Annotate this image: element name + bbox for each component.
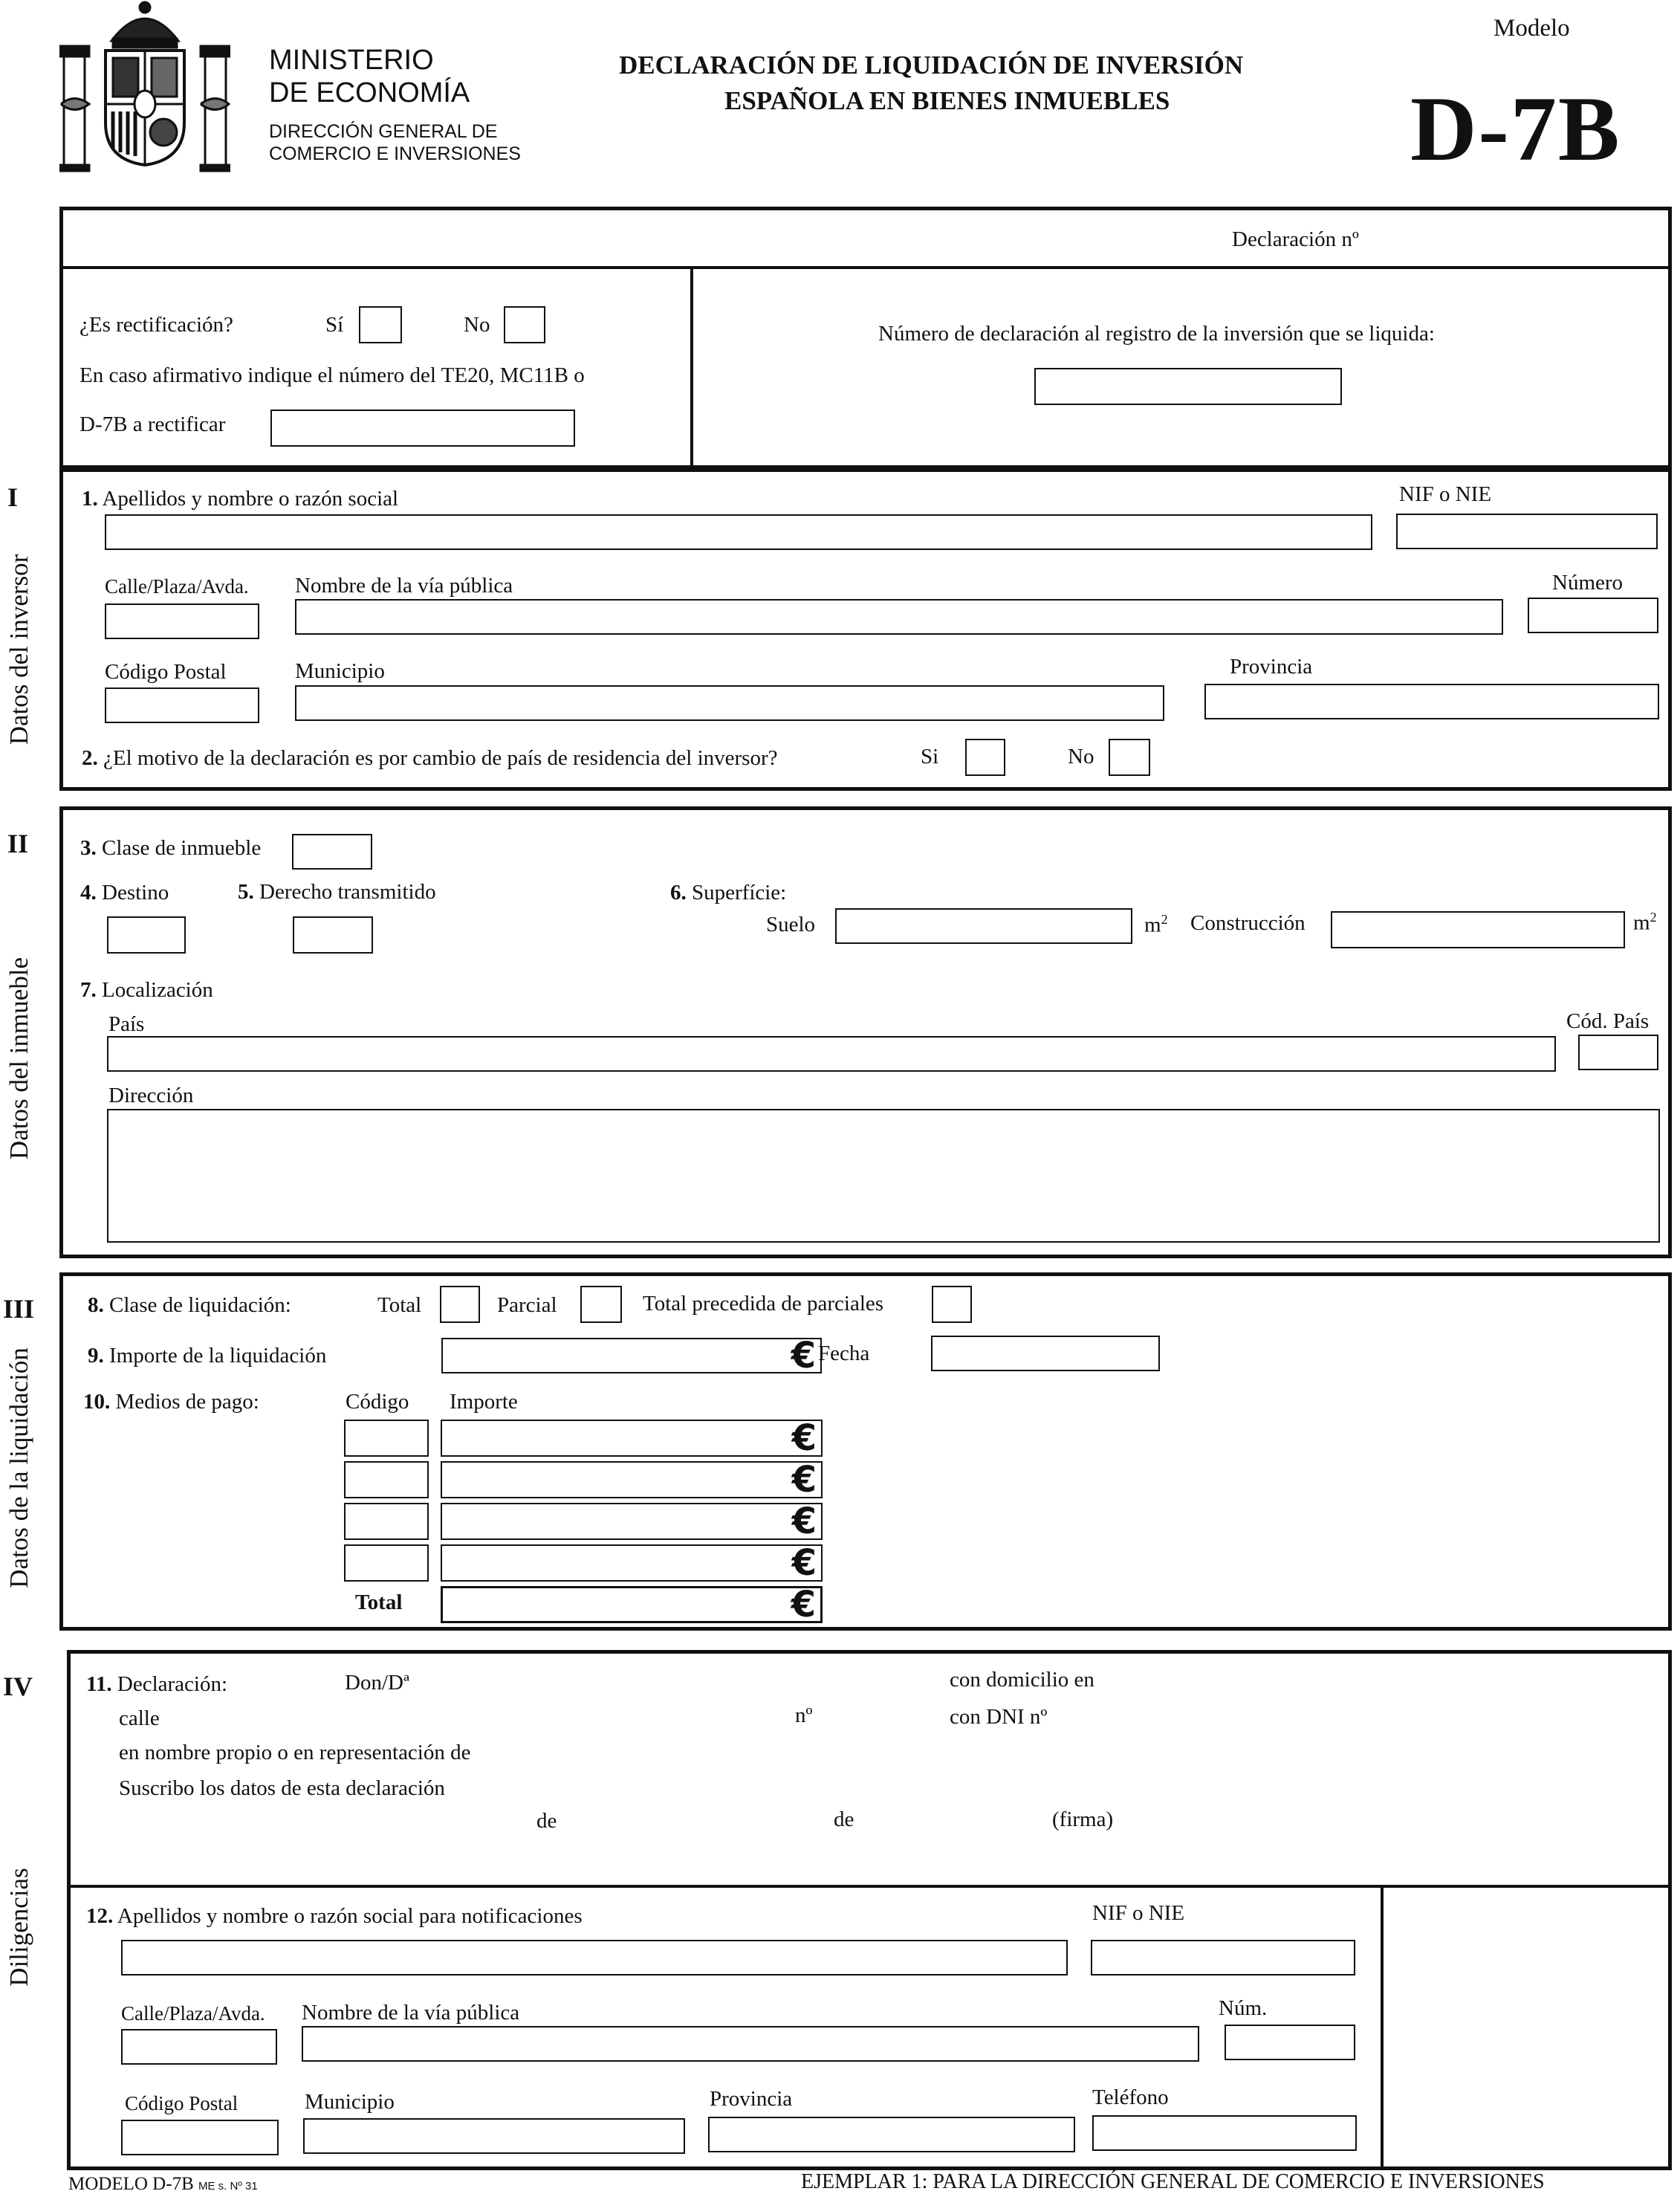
notif-cp-field[interactable] <box>121 2120 279 2155</box>
notif-via-label: Nombre de la vía pública <box>302 2001 520 2025</box>
importe-col-header: Importe <box>450 1390 518 1414</box>
liq-total-precedida-checkbox[interactable] <box>932 1286 972 1323</box>
notif-num-field[interactable] <box>1225 2025 1355 2060</box>
direccion-label: Dirección <box>108 1084 194 1107</box>
section-iii-frame <box>59 1272 1672 1631</box>
pais-label: País <box>108 1012 145 1036</box>
liq-total-checkbox[interactable] <box>440 1286 480 1323</box>
section-side-title-iii: Datos de la liquidación <box>4 1347 33 1588</box>
construccion-m2-label: $m^2$ <box>1633 910 1657 935</box>
numero-registro-label: Número de declaración al registro de la inversión que se liquida: <box>878 322 1435 346</box>
euro-icon: € <box>791 1417 817 1459</box>
notif-provincia-label: Provincia <box>710 2087 793 2111</box>
construccion-label: Construcción <box>1190 911 1306 935</box>
q5-label: 5. Derecho transmitido <box>238 880 436 904</box>
euro-icon: € <box>791 1584 816 1625</box>
investor-provincia-field[interactable] <box>1204 684 1659 719</box>
investor-calle-field[interactable] <box>105 603 259 639</box>
footer-ejemplar: EJEMPLAR 1: PARA LA DIRECCIÓN GENERAL DE COMERCIO E INVERSIONES <box>801 2170 1545 2193</box>
rectificacion-si-label: Sí <box>325 313 344 337</box>
pago-codigo-field-1[interactable] <box>344 1420 429 1457</box>
section-roman-ii: II <box>7 829 29 858</box>
es-rectificacion-label: ¿Es rectificación? <box>80 313 233 337</box>
codigo-col-header: Código <box>346 1390 409 1414</box>
cambio-no-label: No <box>1068 745 1094 768</box>
section-iv-divider <box>67 1885 1672 1888</box>
pago-importe-field-1[interactable] <box>441 1417 823 1459</box>
dni-label: con DNI nº <box>950 1705 1048 1729</box>
notif-municipio-label: Municipio <box>305 2090 395 2114</box>
section-side-title-iv: Diligencias <box>4 1868 33 1987</box>
investor-cp-label: Código Postal <box>105 660 227 684</box>
investor-provincia-label: Provincia <box>1230 655 1313 679</box>
notif-provincia-field[interactable] <box>708 2117 1075 2152</box>
q12-label: 12. Apellidos y nombre o razón social para notificaciones <box>86 1904 583 1928</box>
pago-importe-field-3[interactable] <box>441 1503 823 1540</box>
top-vdivider <box>690 266 693 468</box>
section-roman-iii: III <box>3 1294 35 1324</box>
fecha-label: Fecha <box>818 1342 870 1365</box>
notif-nif-label: NIF o NIE <box>1092 1901 1185 1925</box>
investor-numero-field[interactable] <box>1528 598 1658 633</box>
investor-nif-field[interactable] <box>1396 514 1658 549</box>
suelo-label: Suelo <box>766 913 816 936</box>
coat-of-arms-icon <box>59 0 230 172</box>
euro-icon: € <box>791 1542 817 1584</box>
investor-via-field[interactable] <box>295 599 1503 635</box>
numero-label: nº <box>795 1703 813 1727</box>
q11-label: 11. Declaración: <box>86 1672 228 1696</box>
suelo-field[interactable] <box>835 908 1132 944</box>
cambio-si-label: Si <box>921 745 939 768</box>
investor-numero-label: Número <box>1552 571 1624 595</box>
modelo-label: Modelo <box>1493 15 1570 42</box>
direction-name-2: COMERCIO E INVERSIONES <box>269 143 521 164</box>
pago-importe-field-4[interactable] <box>441 1544 823 1582</box>
section-side-title-i: Datos del inversor <box>4 554 33 745</box>
q10-label: 10. Medios de pago: <box>83 1390 259 1414</box>
modelo-code: D-7B <box>1410 78 1621 180</box>
investor-nif-label: NIF o NIE <box>1399 482 1492 506</box>
notif-cp-label: Código Postal <box>125 2092 239 2114</box>
domicilio-label: con domicilio en <box>950 1668 1094 1692</box>
nombre-propio-label: en nombre propio o en representación de <box>119 1741 471 1764</box>
notif-num-label: Núm. <box>1219 1996 1268 2020</box>
pago-total-field[interactable] <box>441 1586 823 1623</box>
rectificar-number-field[interactable] <box>270 410 575 447</box>
caso-afirmativo-label: En caso afirmativo indique el número del TE20, MC11B o <box>80 363 585 387</box>
q2-label: 2. ¿El motivo de la declaración es por cambio de país de residencia del inversor? <box>82 746 778 770</box>
fecha-de-label-1: de <box>536 1809 557 1833</box>
declaracion-no-label: Declaración nº <box>1232 227 1359 251</box>
construccion-field[interactable] <box>1331 911 1625 948</box>
pago-codigo-field-2[interactable] <box>344 1461 429 1498</box>
rectificacion-no-checkbox[interactable] <box>504 306 545 343</box>
euro-icon: € <box>791 1501 817 1542</box>
ministry-name: MINISTERIO <box>269 45 434 76</box>
top-divider <box>59 266 1672 269</box>
notif-nif-field[interactable] <box>1091 1940 1355 1975</box>
clase-inmueble-field[interactable] <box>292 834 372 870</box>
suscribo-label: Suscribo los datos de esta declaración <box>119 1776 445 1800</box>
form-title: DECLARACIÓN DE LIQUIDACIÓN DE INVERSIÓN <box>619 51 1244 80</box>
pais-field[interactable] <box>107 1036 1556 1072</box>
notif-calle-field[interactable] <box>121 2029 277 2065</box>
pago-total-label: Total <box>355 1591 403 1614</box>
q9-label: 9. Importe de la liquidación <box>88 1344 327 1368</box>
cod-pais-field[interactable] <box>1578 1035 1658 1070</box>
rectificacion-si-checkbox[interactable] <box>359 306 402 343</box>
liq-parcial-label: Parcial <box>497 1293 557 1317</box>
derecho-field[interactable] <box>293 916 373 954</box>
fecha-de-label-2: de <box>834 1808 854 1831</box>
direction-name: DIRECCIÓN GENERAL DE <box>269 121 498 142</box>
section-roman-i: I <box>7 482 19 512</box>
don-label: Don/Dª <box>345 1671 409 1695</box>
numero-registro-field[interactable] <box>1034 368 1342 405</box>
suelo-m2-label: $m^2$ <box>1144 912 1168 937</box>
ministry-name-2: DE ECONOMÍA <box>269 77 470 109</box>
cod-pais-label: Cód. País <box>1566 1009 1650 1033</box>
euro-icon: € <box>791 1335 816 1376</box>
d7b-rectificar-label: D-7B a rectificar <box>80 412 226 436</box>
q6-label: 6. Superfície: <box>670 881 787 905</box>
liq-parcial-checkbox[interactable] <box>580 1286 622 1323</box>
rectificacion-no-label: No <box>464 313 490 337</box>
fecha-field[interactable] <box>931 1336 1160 1371</box>
notif-telefono-label: Teléfono <box>1092 2085 1169 2109</box>
q4-label: 4. Destino <box>80 881 169 905</box>
investor-via-label: Nombre de la vía pública <box>295 574 513 598</box>
section-roman-iv: IV <box>3 1672 33 1701</box>
importe-liquidacion-field[interactable] <box>441 1335 822 1376</box>
notif-name-field[interactable] <box>121 1940 1068 1975</box>
section-side-title-ii: Datos del inmueble <box>4 957 33 1160</box>
investor-municipio-field[interactable] <box>295 685 1164 721</box>
q1-label: 1. Apellidos y nombre o razón social <box>82 487 399 511</box>
calle-label: calle <box>119 1706 160 1730</box>
footer-modelo: MODELO D-7B ME s. Nº 31 <box>68 2174 258 2194</box>
euro-icon: € <box>791 1459 817 1501</box>
investor-municipio-label: Municipio <box>295 659 385 683</box>
notif-calle-label: Calle/Plaza/Avda. <box>121 2002 265 2025</box>
notif-telefono-field[interactable] <box>1092 2115 1357 2151</box>
q3-label: 3. Clase de inmueble <box>80 836 262 860</box>
investor-cp-field[interactable] <box>105 687 259 723</box>
pago-codigo-field-4[interactable] <box>344 1544 429 1582</box>
pago-codigo-field-3[interactable] <box>344 1503 429 1540</box>
direccion-field[interactable] <box>107 1109 1660 1243</box>
q8-label: 8. Clase de liquidación: <box>88 1293 291 1317</box>
cambio-no-checkbox[interactable] <box>1109 739 1150 776</box>
investor-name-field[interactable] <box>105 514 1372 550</box>
q7-label: 7. Localización <box>80 978 213 1002</box>
destino-field[interactable] <box>107 916 186 954</box>
firma-label: (firma) <box>1052 1808 1114 1831</box>
form-title-2: ESPAÑOLA EN BIENES INMUEBLES <box>724 86 1170 115</box>
section-iv-vdivider <box>1381 1885 1384 2170</box>
notif-via-field[interactable] <box>302 2026 1199 2062</box>
liq-total-precedida-label: Total precedida de parciales <box>643 1292 884 1316</box>
notif-municipio-field[interactable] <box>303 2118 685 2154</box>
cambio-si-checkbox[interactable] <box>965 739 1005 776</box>
pago-importe-field-2[interactable] <box>441 1459 823 1501</box>
liq-total-label: Total <box>377 1293 422 1317</box>
investor-calle-label: Calle/Plaza/Avda. <box>105 575 249 598</box>
